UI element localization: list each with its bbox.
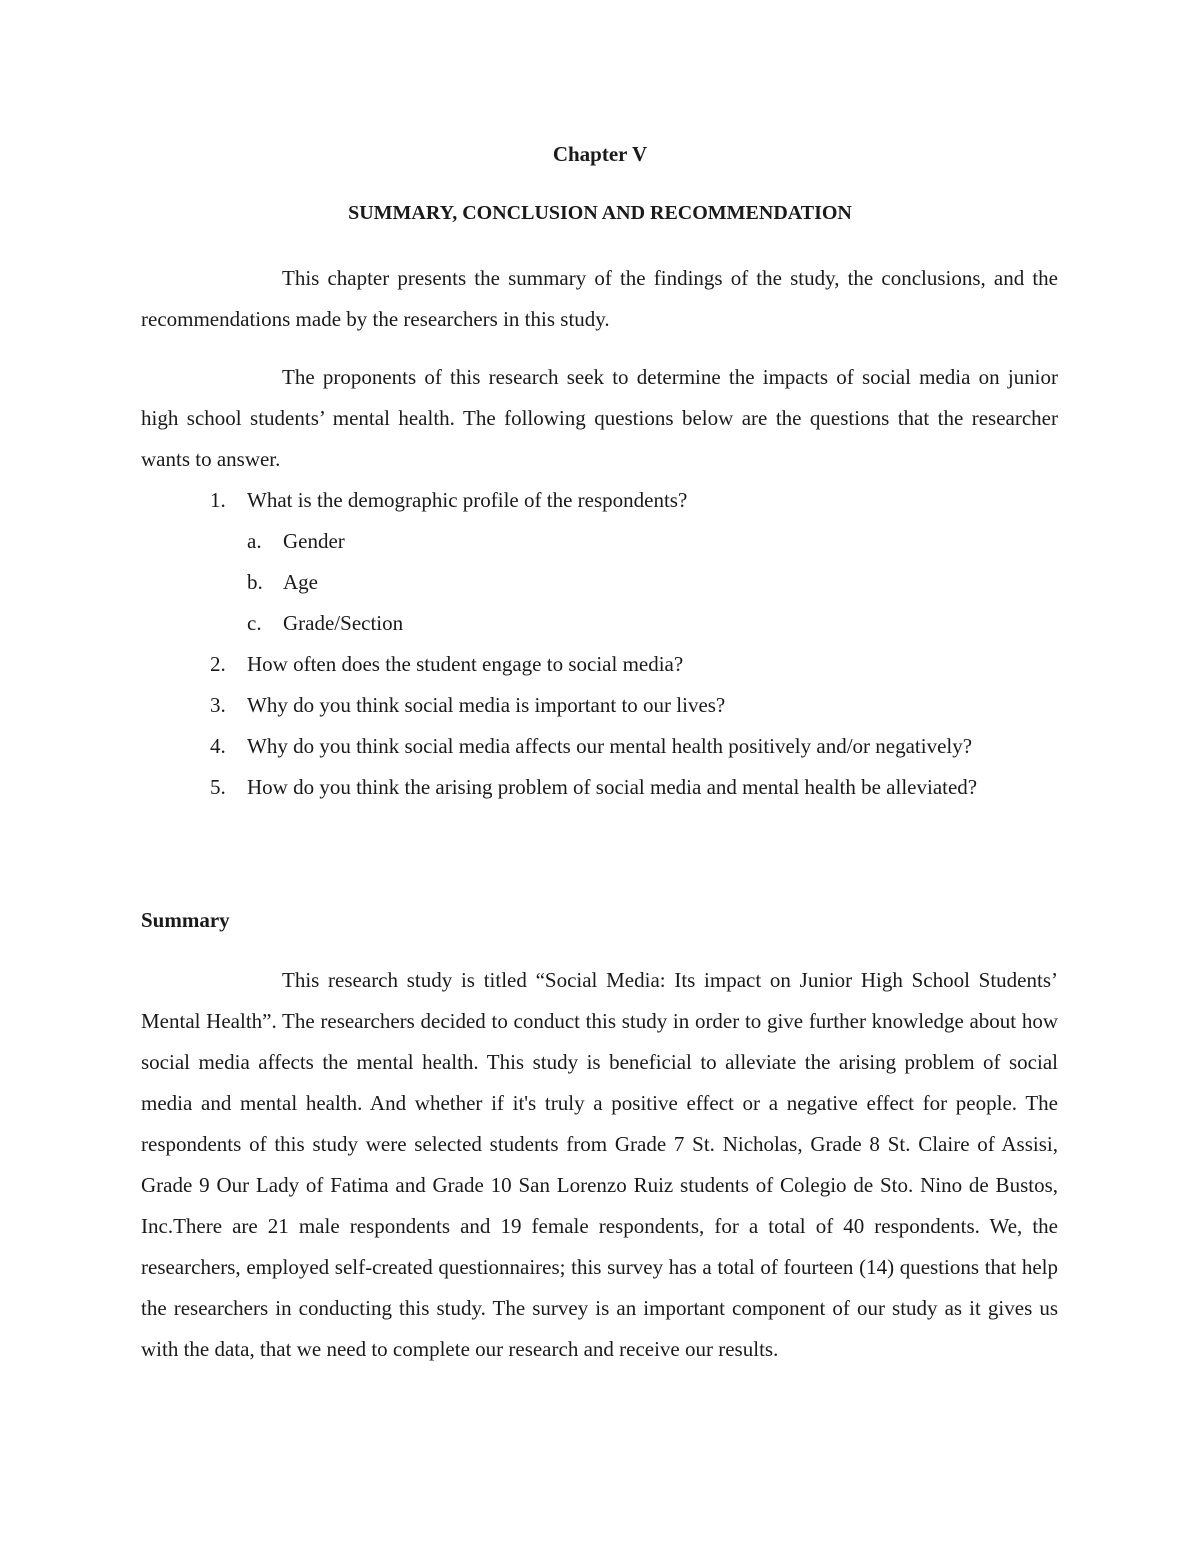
question-number: 1. bbox=[210, 488, 226, 512]
question-number: 4. bbox=[210, 734, 226, 758]
question-text: How often does the student engage to social media? bbox=[247, 652, 684, 676]
summary-paragraph bbox=[141, 960, 1058, 1370]
question-text: What is the demographic profile of the respondents? bbox=[247, 488, 688, 512]
sub-question-letter: a. bbox=[247, 529, 262, 553]
question-item bbox=[141, 644, 1058, 685]
question-item bbox=[141, 767, 1058, 808]
question-text: Why do you think social media is important to our lives? bbox=[247, 693, 726, 717]
summary-heading: Summary bbox=[141, 908, 230, 932]
sub-question-text: Gender bbox=[283, 529, 345, 553]
question-item bbox=[141, 480, 1058, 644]
sub-question-letter: c. bbox=[247, 611, 262, 635]
question-number: 2. bbox=[210, 652, 226, 676]
intro-paragraph bbox=[141, 258, 1058, 340]
sub-question-item bbox=[247, 521, 1058, 562]
question-item bbox=[141, 685, 1058, 726]
question-item bbox=[141, 726, 1058, 767]
sub-question-text: Grade/Section bbox=[283, 611, 404, 635]
sub-question-text: Age bbox=[283, 570, 318, 594]
proponents-text: The proponents of this research seek to determine the impacts of social media on junior high school students’ mental health. The following questions below are the questions that the researcher wants to answer. bbox=[141, 365, 1058, 471]
summary-text: This research study is titled “Social Media: Its impact on Junior High School Students’ Mental Health”. The researchers decided to conduct this study in order to give further knowledge about how social media affects the mental health. This study is beneficial to alleviate the arising problem of social media and mental health. And whether if it's truly a positive effect or a negative effect for people. The respondents of this study were selected students from Grade 7 St. Nicholas, Grade 8 St. Claire of Assisi, Grade 9 Our Lady of Fatima and Grade 10 San Lorenzo Ruiz students of Colegio de Sto. Nino de Bustos, Inc.There are 21 male respondents and 19 female respondents, for a total of 40 respondents. We, the researchers, employed self-created questionnaires; this survey has a total of fourteen (14) questions that help the researchers in conducting this study. The survey is an important component of our study as it gives us with the data, that we need to complete our research and receive our results. bbox=[141, 968, 1058, 1361]
sub-question-letter: b. bbox=[247, 570, 263, 594]
question-number: 5. bbox=[210, 775, 226, 799]
question-text: Why do you think social media affects our mental health positively and/or negatively? bbox=[247, 734, 973, 758]
sub-question-item bbox=[247, 562, 1058, 603]
sub-question-item bbox=[247, 603, 1058, 644]
section-title: SUMMARY, CONCLUSION AND RECOMMENDATION bbox=[348, 202, 852, 224]
question-text: How do you think the arising problem of social media and mental health be alleviated? bbox=[247, 775, 978, 799]
question-number: 3. bbox=[210, 693, 226, 717]
research-questions-list bbox=[141, 480, 1058, 808]
demographic-sublist bbox=[247, 521, 1058, 644]
intro-text: This chapter presents the summary of the findings of the study, the conclusions, and the recommendations made by the researchers in this study. bbox=[141, 266, 1058, 331]
proponents-paragraph bbox=[141, 357, 1058, 480]
chapter-title: Chapter V bbox=[552, 142, 648, 166]
